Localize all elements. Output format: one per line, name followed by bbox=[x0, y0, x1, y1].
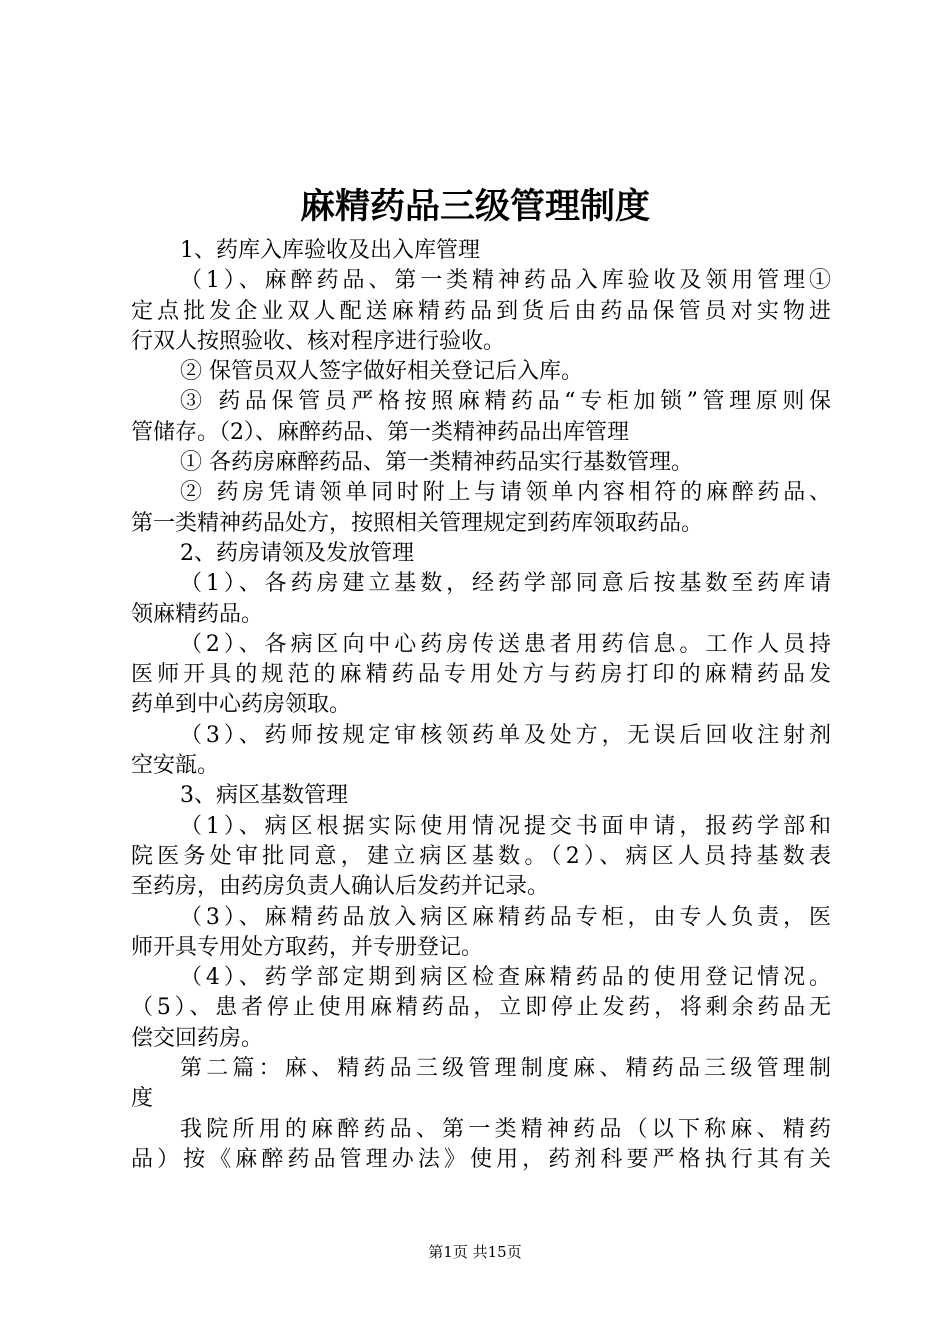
body-line: 第二篇：麻、精药品三级管理制度麻、精药品三级管理制 bbox=[180, 1056, 831, 1082]
body-line: （3）、药师按规定审核领药单及处方，无误后回收注射剂 bbox=[180, 722, 831, 748]
body-line: ① 各药房麻醉药品、第一类精神药品实行基数管理。 bbox=[180, 450, 693, 476]
body-line: 院医务处审批同意，建立病区基数。（2）、病区人员持基数表 bbox=[131, 843, 831, 869]
body-line: （1）、各药房建立基数，经药学部同意后按基数至药库请 bbox=[180, 571, 831, 597]
body-line: （2）、各病区向中心药房传送患者用药信息。工作人员持 bbox=[180, 631, 831, 657]
body-line: 我院所用的麻醉药品、第一类精神药品（以下称麻、精药 bbox=[180, 1116, 831, 1142]
document-body bbox=[131, 236, 831, 1175]
body-line: 行双人按照验收、核对程序进行验收。 bbox=[131, 328, 506, 354]
body-line: ② 保管员双人签字做好相关登记后入库。 bbox=[180, 359, 583, 385]
body-line: 管储存。（2）、麻醉药品、第一类精神药品出库管理 bbox=[131, 419, 629, 445]
body-line: 药单到中心药房领取。 bbox=[131, 692, 352, 718]
body-line: 师开具专用处方取药，并专册登记。 bbox=[131, 934, 484, 960]
body-line: 1、药库入库验收及出入库管理 bbox=[180, 238, 480, 263]
body-line: 3、病区基数管理 bbox=[180, 783, 348, 809]
body-line: （1）、病区根据实际使用情况提交书面申请，报药学部和 bbox=[180, 813, 831, 839]
body-line: （4）、药学部定期到病区检查麻精药品的使用登记情况。 bbox=[180, 965, 831, 991]
body-line: 空安瓿。 bbox=[131, 753, 220, 779]
body-line: （3）、麻精药品放入病区麻精药品专柜，由专人负责，医 bbox=[180, 904, 831, 930]
body-line: 度 bbox=[131, 1086, 154, 1112]
body-line: 定点批发企业双人配送麻精药品到货后由药品保管员对实物进 bbox=[131, 298, 831, 324]
body-line: 偿交回药房。 bbox=[131, 1025, 264, 1051]
page-number-footer: 第1页 共15页 bbox=[428, 1243, 522, 1261]
body-line: ③ 药品保管员严格按照麻精药品“专柜加锁”管理原则保 bbox=[180, 389, 831, 415]
body-line: （5）、患者停止使用麻精药品，立即停止发药，将剩余药品无 bbox=[131, 995, 831, 1021]
body-line: 至药房，由药房负责人确认后发药并记录。 bbox=[131, 874, 550, 900]
body-line: 医师开具的规范的麻精药品专用处方与药房打印的麻精药品发 bbox=[131, 662, 831, 688]
body-line: ② 药房凭请领单同时附上与请领单内容相符的麻醉药品、 bbox=[180, 480, 831, 506]
document-title: 麻精药品三级管理制度 bbox=[299, 186, 650, 227]
body-line: 品）按《麻醉药品管理办法》使用，药剂科要严格执行其有关 bbox=[131, 1146, 831, 1172]
body-line: 2、药房请领及发放管理 bbox=[180, 540, 414, 566]
body-line: 第一类精神药品处方，按照相关管理规定到药库领取药品。 bbox=[131, 510, 704, 536]
body-line: 领麻精药品。 bbox=[131, 601, 264, 627]
body-line: （1）、麻醉药品、第一类精神药品入库验收及领用管理① bbox=[180, 268, 831, 294]
